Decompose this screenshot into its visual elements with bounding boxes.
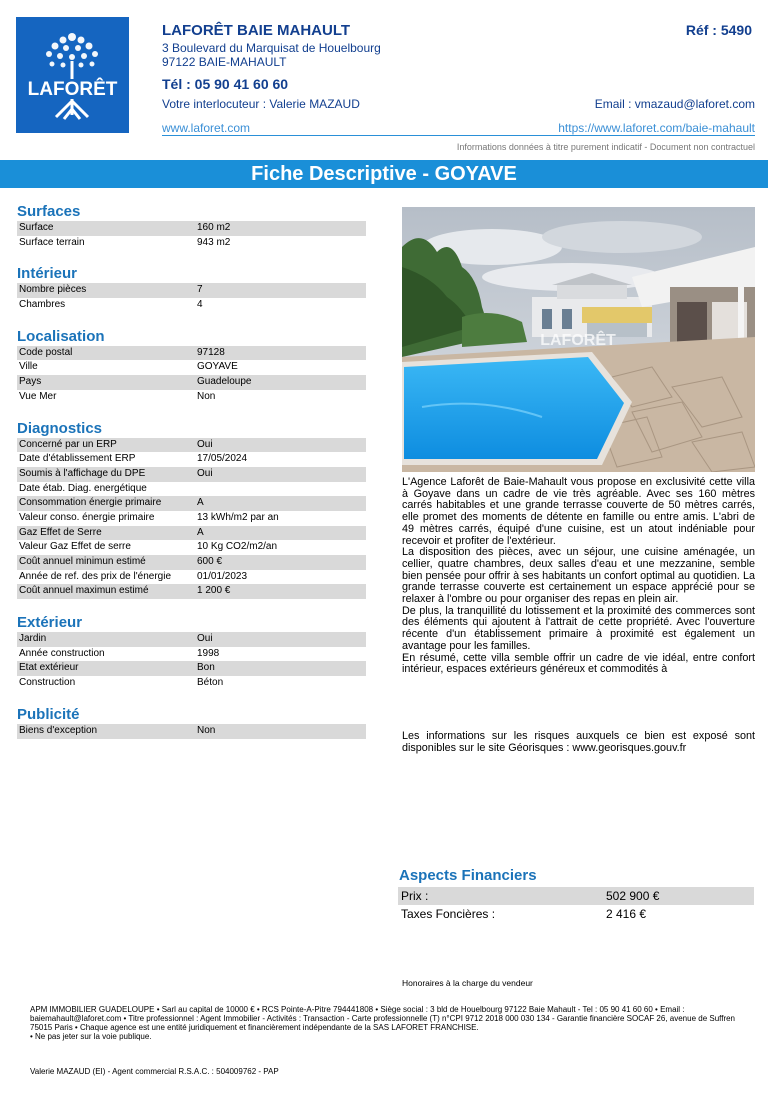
section-diagnostics — [17, 419, 366, 600]
description-paragraph: La disposition des pièces, avec un séjour, une cuisine aménagée, un cellier, quatre chambres, deux salles d'eau et une mezzanine, semble bien pensée pour offrir à ses habitants un confort optimal au quotidien. La grande terrasse couverte est certainement un espace apprécié pour se relaxer à l'ombre ou pour organiser des repas en plein air. — [402, 546, 755, 606]
georisques-notice: Les informations sur les risques auxquels ce bien est exposé sont disponibles sur le site Géorisques : www.georisques.gouv.fr — [402, 730, 755, 754]
photo-watermark: LAFORÊT — [540, 332, 616, 349]
row-value: Bon — [197, 662, 215, 674]
laforet-logo — [16, 17, 129, 133]
row-label: Année construction — [19, 647, 105, 659]
row-label: Pays — [19, 376, 42, 388]
agency-name: LAFORÊT BAIE MAHAULT — [162, 22, 351, 39]
row-value: Béton — [197, 677, 224, 689]
row-label: Vue Mer — [19, 390, 57, 402]
address-line1: 3 Boulevard du Marquisat de Houelbourg — [162, 41, 381, 55]
page-title: Fiche Descriptive - GOYAVE — [0, 160, 768, 188]
row-value: Oui — [197, 633, 213, 645]
section-surfaces — [17, 202, 366, 250]
property-description — [402, 477, 755, 676]
section-title: Surfaces — [17, 203, 81, 220]
table-row — [17, 467, 366, 482]
row-label: Consommation énergie primaire — [19, 497, 162, 509]
row-value: 943 m2 — [197, 236, 231, 248]
row-value: 7 — [197, 284, 203, 296]
reference-number: Réf : 5490 — [685, 22, 752, 38]
section-title: Publicité — [17, 705, 80, 723]
description-paragraph: En résumé, cette villa semble offrir un cadre de vie idéal, entre confort intérieur, espaces extérieurs généreux et commodités à — [402, 651, 755, 676]
address-line2: 97122 BAIE-MAHAULT — [162, 55, 287, 69]
row-value — [197, 482, 366, 497]
row-label: Gaz Effet de Serre — [19, 526, 102, 538]
row-label: Biens d'exception — [19, 724, 98, 736]
legal-text: APM IMMOBILIER GUADELOUPE • Sarl au capital de 10000 € • RCS Pointe-A-Pitre 794441808 • Siège social : 3 bld de Houelbourg 97122 Baie Mahault - Tel : 05 90 41 60 60 • Email : baiemahault@laforet.com • Titre professionnel : Agent Immobilier - Activités : Transaction - Carte professionnelle (T) n°CPI 9712 2018 000 030 134 - Garantie financière SOCAF 26, avenue de Suffren 75015 Paris • Chaque agence est une entité juridiquement et financièrement indépendante de la SAS LAFORET FRANCHISE. — [30, 1005, 736, 1032]
description-paragraph: De plus, la tranquillité du lotissement et la proximité des commerces sont des éléments qui ajoutent à l'attrait de cette propriété. Avec l'ouverture récente d'un établissement primaire à proximité est également un avantage pour les familles. — [402, 604, 755, 652]
price-row — [398, 887, 754, 905]
row-label: Date d'établissement ERP — [19, 453, 136, 465]
section-localisation — [17, 327, 366, 405]
row-label: Année de ref. des prix de l'énergie — [19, 570, 172, 582]
legal-footer — [30, 1005, 750, 1041]
row-value: 01/01/2023 — [197, 570, 248, 582]
row-label: Concerné par un ERP — [19, 438, 117, 450]
logo-text: LAFORÊT — [27, 79, 118, 100]
financial-title: Aspects Financiers — [399, 867, 537, 884]
table-row — [17, 632, 366, 647]
table-row — [17, 390, 366, 405]
section-exterieur — [17, 613, 366, 691]
row-value: 600 € — [197, 556, 223, 567]
price-label: Prix : — [401, 889, 429, 903]
characteristics-column — [17, 202, 366, 753]
table-row — [17, 283, 366, 298]
row-value: 160 m2 — [197, 222, 231, 233]
table-row — [17, 452, 366, 467]
table-row — [17, 676, 366, 691]
price-value: 502 900 € — [606, 889, 660, 903]
contact-email[interactable]: Email : vmazaud@laforet.com — [594, 97, 755, 111]
row-label: Date étab. Diag. energétique — [19, 482, 147, 494]
row-value: 1 200 € — [197, 585, 231, 597]
property-photo — [402, 207, 755, 472]
row-value: GOYAVE — [197, 361, 238, 373]
agent-footer: Valerie MAZAUD (EI) - Agent commercial R.S.A.C. : 504009762 - PAP — [30, 1067, 279, 1076]
financial-table — [398, 887, 754, 923]
tree-logo-icon — [16, 17, 129, 133]
agency-url-link[interactable]: https://www.laforet.com/baie-mahault — [558, 121, 755, 135]
row-label: Valeur conso. énergie primaire — [19, 511, 155, 523]
table-row — [17, 570, 366, 585]
row-label: Coût annuel maximun estimé — [19, 585, 149, 597]
table-row — [17, 526, 366, 541]
row-value: Guadeloupe — [197, 376, 252, 388]
table-row — [17, 221, 366, 236]
row-value: 4 — [197, 299, 203, 311]
row-label: Construction — [19, 677, 76, 689]
table-row — [17, 375, 366, 390]
row-label: Ville — [19, 361, 38, 373]
table-row — [17, 496, 366, 511]
row-label: Soumis à l'affichage du DPE — [19, 467, 146, 479]
row-label: Nombre pièces — [19, 284, 87, 296]
contact-person: Votre interlocuteur : Valerie MAZAUD — [162, 97, 360, 111]
row-value: Oui — [197, 467, 213, 479]
tax-row — [398, 905, 754, 923]
row-label: Valeur Gaz Effet de serre — [19, 541, 131, 553]
table-row — [17, 724, 366, 739]
section-title: Intérieur — [17, 265, 78, 283]
table-row — [17, 438, 366, 453]
disclaimer: Informations données à titre purement indicatif - Document non contractuel — [456, 142, 755, 152]
section-title: Diagnostics — [17, 419, 103, 437]
row-label: Code postal — [19, 346, 73, 358]
section-interieur — [17, 264, 366, 312]
table-row — [17, 482, 366, 497]
row-value: 1998 — [197, 647, 220, 659]
tax-label: Taxes Foncières : — [401, 907, 496, 921]
pool-villa-image — [402, 207, 755, 472]
row-value: Non — [197, 390, 216, 402]
table-row — [17, 236, 366, 251]
table-row — [17, 661, 366, 676]
row-value: Non — [197, 724, 216, 736]
table-row — [17, 360, 366, 375]
row-value: 97128 — [197, 346, 225, 358]
tax-value: 2 416 € — [606, 907, 647, 921]
row-value: 17/05/2024 — [197, 453, 248, 465]
section-publicite — [17, 705, 366, 739]
row-value: 10 Kg CO2/m2/an — [197, 541, 278, 553]
agency-phone: Tél : 05 90 41 60 60 — [162, 76, 289, 92]
website-link[interactable]: www.laforet.com — [162, 121, 251, 135]
table-row — [17, 298, 366, 313]
row-value: 13 kWh/m2 par an — [197, 511, 279, 523]
section-title: Extérieur — [17, 614, 83, 632]
table-row — [17, 584, 366, 599]
table-row — [17, 346, 366, 361]
row-label: Surface terrain — [19, 236, 85, 248]
row-label: Coût annuel minimun estimé — [19, 556, 146, 567]
row-label: Jardin — [19, 633, 47, 645]
row-label: Surface — [19, 222, 54, 233]
row-value: A — [197, 497, 204, 509]
fees-note: Honoraires à la charge du vendeur — [402, 978, 533, 988]
header-divider — [162, 135, 755, 136]
legal-note: • Ne pas jeter sur la voie publique. — [30, 1032, 152, 1041]
row-value: Oui — [197, 438, 213, 450]
table-row — [17, 511, 366, 526]
description-paragraph: L'Agence Laforêt de Baie-Mahault vous propose en exclusivité cette villa à Goyave dans un cadre de vie très agréable. Avec ses 160 mètres carrés habitables et une grande terrasse couverte de 50 mètres carrés, elle promet des moments de détente en famille ou entre amis. L'abri de 49 mètres carrés, équipé d'une cuisine, est un atout indéniable pour recevoir et profiter de l'extérieur. — [402, 476, 755, 547]
table-row — [17, 540, 366, 555]
row-label: Chambres — [19, 299, 66, 311]
section-title: Localisation — [17, 327, 105, 345]
table-row — [17, 647, 366, 662]
row-value: A — [197, 526, 204, 538]
table-row — [17, 555, 366, 570]
row-label: Etat extérieur — [19, 662, 79, 674]
